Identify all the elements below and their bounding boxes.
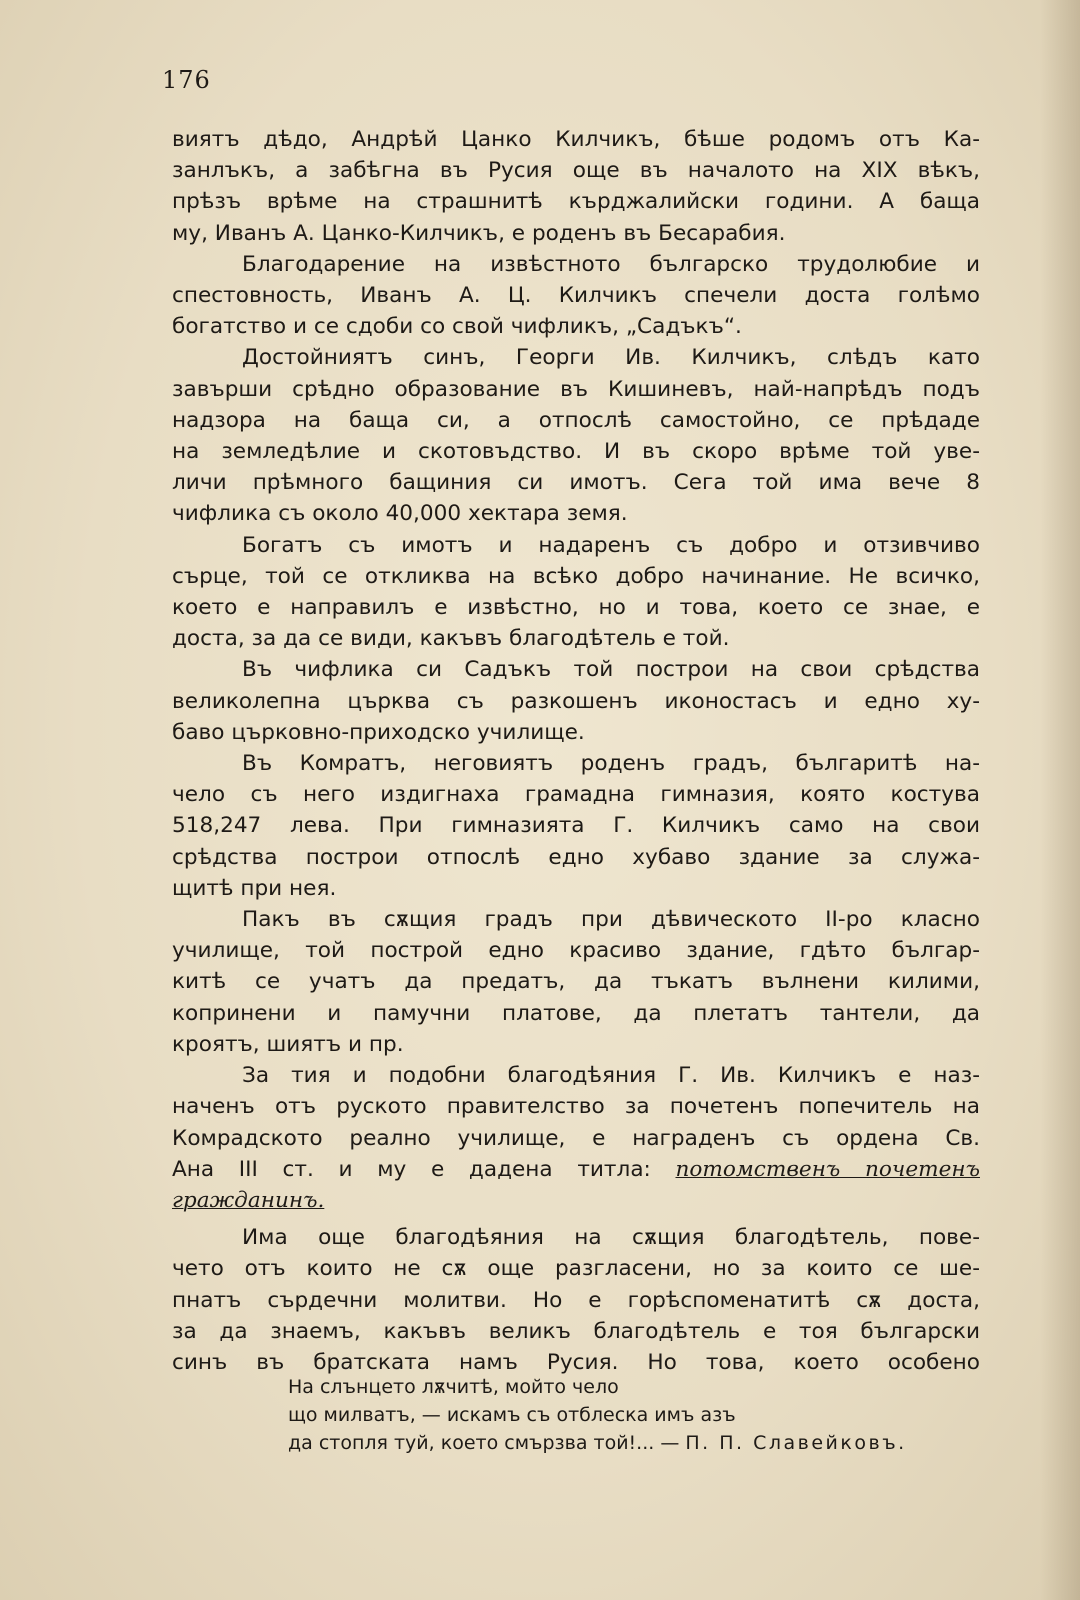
paragraph-line: за да знаемъ, какъвъ великъ благодѣтель е тоя български: [172, 1318, 980, 1344]
page-edge-shadow: [1040, 0, 1080, 1600]
paragraph-line: Комрадското реално училище, е награденъ съ ордена Св.: [172, 1125, 980, 1151]
paragraph-line: китѣ се учатъ да предатъ, да тъкатъ вълнени килими,: [172, 969, 980, 995]
page-number: 176: [162, 66, 211, 94]
paragraph-line: чело съ него издигнаха грамадна гимназия, която костува: [172, 782, 980, 808]
paragraph-line: виятъ дѣдо, Андрѣй Цанко Килчикъ, бѣше родомъ отъ Ка-: [172, 127, 980, 152]
paragraph-line: Достойниятъ синъ, Георги Ив. Килчикъ, слѣдъ като: [242, 345, 980, 371]
epigraph-author: П. П. Славейковъ.: [685, 1432, 907, 1454]
paragraph-line: сърце, той се откликва на всѣко добро начинание. Не всичко,: [172, 563, 980, 589]
paragraph-line: срѣдства построи отпослѣ едно хубаво здание за служа-: [172, 844, 980, 870]
honor-title-part1: потомственъ почетенъ: [675, 1156, 980, 1182]
paragraph-line: завърши срѣдно образование въ Кишиневъ, най-напрѣдъ подъ: [172, 376, 980, 402]
paragraph-line: [172, 1185, 980, 1216]
paragraph-line: му, Иванъ А. Цанко-Килчикъ, е роденъ въ Бесарабия.: [172, 220, 786, 246]
paragraph-line: [172, 1154, 980, 1185]
epigraph: [288, 1373, 907, 1457]
paragraph-line: Въ чифлика си Садъкъ той построи на свои срѣдства: [242, 657, 980, 683]
paragraph-line: училище, той построй едно красиво здание, гдѣто българ-: [172, 938, 980, 964]
paragraph-line: прѣзъ врѣме на страшнитѣ кърджалийски години. А баща: [172, 189, 980, 215]
epigraph-line: [288, 1429, 907, 1457]
paragraph-line: щитѣ при нея.: [172, 875, 337, 901]
paragraph-line: Богатъ съ имотъ и надаренъ съ добро и отзивчиво: [242, 532, 980, 558]
paragraph-line: доста, за да се види, какъвъ благодѣтель е той.: [172, 626, 730, 652]
paragraph-line: надзора на баща си, а отпослѣ самостойно, се прѣдаде: [172, 407, 980, 433]
paragraph-line: Пакъ въ сѫщия градъ при дѣвическото II-ро класно: [242, 907, 980, 933]
paragraph-line: пнатъ сърдечни молитви. Но е горѣспоменатитѣ сѫ доста,: [172, 1287, 980, 1313]
paragraph-line: на земледѣлие и скотовъдство. И въ скоро врѣме той уве-: [172, 439, 980, 465]
paragraph-line: 518,247 лева. При гимназията Г. Килчикъ само на свои: [172, 813, 980, 839]
paragraph-line-text: Ана III ст. и му е дадена титла:: [172, 1156, 651, 1182]
paragraph-line: което е направилъ е извѣстно, но и това, което се знае, е: [172, 595, 980, 621]
paragraph-line: чето отъ които не сѫ още разгласени, но за които се ше-: [172, 1256, 980, 1282]
paragraph-line: копринени и памучни платове, да плетатъ тантели, да: [172, 1000, 980, 1026]
body-text: [172, 124, 980, 1378]
paragraph-line: баво църковно-приходско училище.: [172, 719, 585, 745]
paragraph-line: За тия и подобни благодѣяния Г. Ив. Килчикъ е наз-: [242, 1063, 980, 1089]
paragraph-line: чифлика съ около 40,000 хектара земя.: [172, 501, 628, 527]
paragraph-line: наченъ отъ руското правителство за почетенъ попечитель на: [172, 1094, 980, 1120]
paragraph-line: Въ Комратъ, неговиятъ роденъ градъ, българитѣ на-: [242, 751, 980, 777]
paragraph-line: великолепна църква съ разкошенъ иконостасъ и едно ху-: [172, 688, 980, 714]
paragraph-line: богатство и се сдоби со свой чифликъ, „Садъкъ“.: [172, 314, 742, 340]
paragraph-line: Благодарение на извѣстното българско трудолюбие и: [242, 251, 980, 277]
paragraph-line: занлъкъ, а забѣгна въ Русия още въ началото на XIX вѣкъ,: [172, 158, 980, 184]
honor-title-part2: гражданинъ.: [172, 1187, 325, 1213]
paragraph-line: спестовность, Иванъ А. Ц. Килчикъ спечели доста голѣмо: [172, 283, 980, 309]
epigraph-line: На слънцето лѫчитѣ, мойто чело: [288, 1376, 619, 1398]
epigraph-line: що милватъ, — искамъ съ отблеска имъ азъ: [288, 1404, 736, 1426]
paragraph-line: синъ въ братската намъ Русия. Но това, което особено: [172, 1349, 980, 1375]
paragraph-line: кроятъ, шиятъ и пр.: [172, 1031, 404, 1057]
paragraph-line: личи прѣмного бащиния си имотъ. Сега той има вече 8: [172, 470, 980, 496]
epigraph-line-text: да стопля туй, което смързва той!... —: [288, 1432, 680, 1454]
paragraph-line: Има още благодѣяния на сѫщия благодѣтель, пове-: [242, 1225, 980, 1251]
